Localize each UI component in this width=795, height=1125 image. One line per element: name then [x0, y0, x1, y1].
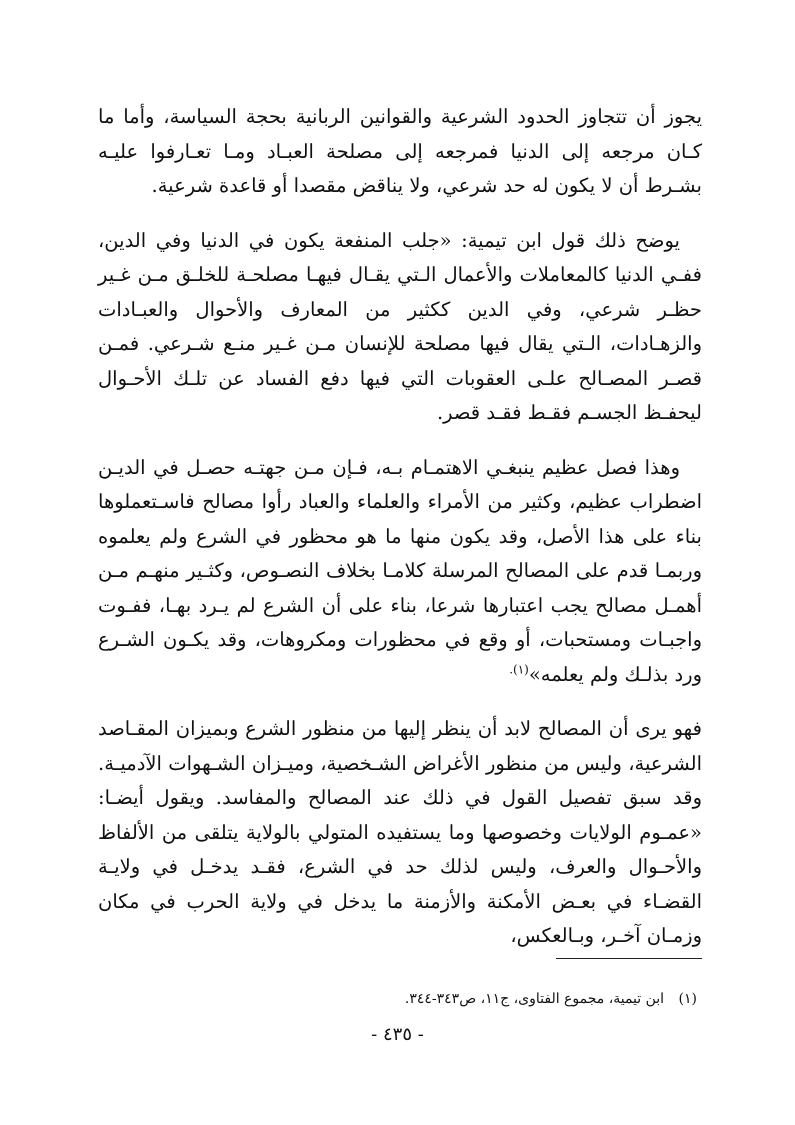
paragraph-2-text: يوضح ذلك قول ابن تيمية: «جلب المنفعة يكون في الدنيا وفي الدين، ففـي الدنيا كالمعاملات والأعمال الـتي يقـال فيهـا مصلحـة للخلـق مـن غـير حظـر شرعي، وفي الدين ككثير من المعارف والأحوال والعبـادات والزهـادات، الـتي يقال فيها مصلحة للإنسان مـن غـير منـع شـرعي. فمـن قصـر المصـالح علـى العقوبات التي فيها دفع الفساد عن تلـك الأحـوال ليحفـظ الجسـم فقـط فقـد قصر.: [98, 228, 702, 424]
footnote-divider: [556, 958, 702, 959]
footnote-number: (١): [678, 991, 697, 1007]
footnote-reference: (١).: [509, 662, 529, 676]
paragraph-4-text: فهو يرى أن المصالح لابد أن ينظر إليها من منظور الشرع وبميزان المقـاصد الشرعية، وليس من منظور الأغراض الشـخصية، وميـزان الشـهوات الآدميـة. وقد سبق تفصيل القول في ذلك عند المصالح والمفاسد. ويقول أيضـا: «عمـوم الولايات وخصوصها وما يستفيده المتولي بالولاية يتلقى من الألفاظ والأحـوال والعرف، وليس لذلك حد في الشرع، فقـد يدخـل في ولايـة القضـاء في بعـض الأمكنة والأزمنة ما يدخل في ولاية الحرب في مكان وزمـان آخـر، وبـالعكس،: [98, 717, 702, 947]
paragraph-1: [98, 100, 702, 204]
main-text: [98, 100, 702, 974]
paragraph-1-text: يجوز أن تتجاوز الحدود الشرعية والقوانين الربانية بحجة السياسة، وأما ما كـان مرجعه إلى الدنيا فمرجعه إلى مصلحة العبـاد ومـا تعـارفوا عليـه بشـرط أن لا يكون له حد شرعي، ولا يناقض مقصدا أو قاعدة شرعية.: [98, 105, 702, 197]
footnote: [98, 988, 697, 1010]
paragraph-2: [98, 224, 702, 431]
paragraph-3-text: وهذا فصل عظيم ينبغـي الاهتمـام بـه، فـإن مـن جهتـه حصـل في الديـن اضطراب عظيم، وكثير من الأمراء والعلماء والعباد رأوا مصالح فاسـتعملوها بناء على هذا الأصل، وقد يكون منها ما هو محظور في الشرع ولم يعلموه وربمـا قدم على المصالح المرسلة كلامـا بخلاف النصـوص، وكثـير منهـم مـن أهمـل مصالح يجب اعتبارها شرعا، بناء على أن الشرع لم يـرد بهـا، ففـوت واجبـات ومستحبات، أو وقع في محظورات ومكروهات، وقد يكـون الشـرع ورد بذلـك ولم يعلمه»: [98, 455, 702, 686]
paragraph-4: [98, 712, 702, 954]
footnote-text: ابن تيمية، مجموع الفتاوى، ج١١، ص٣٤٣-٣٤٤.: [404, 991, 665, 1007]
paragraph-3: [98, 451, 702, 693]
page-number: - ٤٣٥ -: [371, 1024, 424, 1045]
